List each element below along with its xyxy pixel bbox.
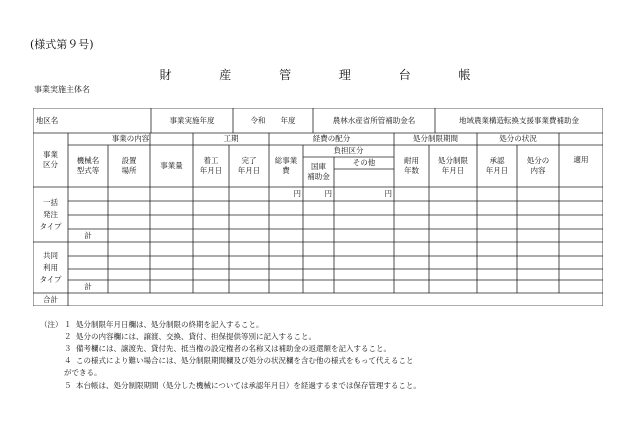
note-number: １ [64,320,72,329]
restriction-period-header: 処分制限期間 [413,134,458,143]
lump-subtotal-label: 計 [84,230,92,240]
cost-allocation-header: 経費の配分 [312,134,351,143]
disposal-content-header: 処分の 内容 [526,156,550,175]
fiscal-year-label: 事業実施年度 [169,115,215,125]
end-date-header: 完了 年月日 [237,156,261,175]
area-label: 地区名 [35,115,59,125]
note-number: ２ [64,332,72,341]
notes-prefix: （注） [40,320,63,329]
national-subsidy-unit: 円 [324,189,332,198]
note-number: ３ [64,344,72,353]
property-ledger-table [33,108,603,306]
note-text: 本台帳は、処分制限期間（処分した機械については承認年月日）を経過するまでは保存管理すること。 [76,381,421,390]
shared-subtotal-label: 計 [84,281,92,291]
lump-order-type-label: 一括 発注 タイプ [39,197,62,231]
shared-use-type-label: 共同 利用 タイプ [39,250,62,284]
project-entity-label: 事業実施主体名 [34,85,90,94]
note-number: ５ [64,381,72,390]
note-text: 備考欄には、譲渡先、貸付先、抵当権の設定権者の名称又は補助金の返還額を記入すること。 [76,344,391,353]
era-year-label: 令和 年度 [250,115,296,125]
grand-total-label: 合計 [43,294,58,304]
restriction-date-header: 処分制限 年月日 [438,156,468,175]
machine-name-header: 機械名 型式等 [76,156,100,175]
useful-life-header: 耐用 年数 [404,156,419,175]
other-header: その他 [352,158,376,167]
subsidy-name: 地域農業構造転換支援事業費補助金 [459,115,579,125]
project-content-header: 事業の内容 [111,134,150,143]
project-type-header: 事業 区分 [43,150,58,169]
national-subsidy-header: 国庫 補助金 [307,162,330,181]
note-text: 処分制限年月日欄は、処分制限の終期を記入すること。 [76,320,264,329]
total-cost-unit: 円 [293,189,301,198]
form-number: (様式第９号) [30,38,94,51]
note-item [40,367,600,381]
project-amount-header: 事業量 [160,161,183,170]
total-cost-header: 総事業 費 [274,156,298,175]
ministry-subsidy-label: 農林水産省所管補助金名 [332,115,416,125]
start-date-header: 着工 年月日 [199,156,223,175]
note-text: 処分の内容欄には、譲渡、交換、貸付、担保提供等別に記入すること。 [76,332,316,341]
approval-date-header: 承認 年月日 [485,156,509,175]
note-text: ができる。 [64,368,102,377]
construction-period-header: 工期 [223,134,239,143]
note-text: この様式により難い場合には、処分制限期間欄及び処分の状況欄を含む他の様式をもって代えること [76,356,414,365]
burden-category-header: 負担区分 [333,146,364,155]
note-item [40,380,600,394]
remarks-header: 適用 [573,155,589,164]
disposal-status-header: 処分の状況 [499,134,537,143]
note-number: ４ [64,356,72,365]
page-title: 財 産 管 理 台 帳 [159,68,493,82]
install-place-header: 設置 場所 [121,156,137,175]
other-unit: 円 [384,189,392,198]
